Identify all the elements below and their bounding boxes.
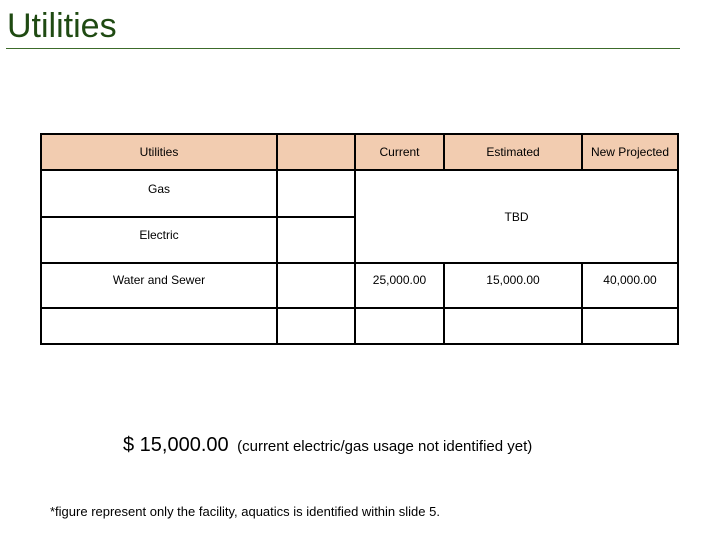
table-row <box>41 170 678 217</box>
summary-amount: $ 15,000.00 <box>123 434 229 456</box>
table-header-row <box>41 134 678 170</box>
summary-note: (current electric/gas usage not identified yet) <box>237 438 533 455</box>
table-cell <box>277 263 355 308</box>
table-cell <box>277 217 355 263</box>
table-cell <box>355 308 444 344</box>
water-estimated-value: 15,000.00 <box>444 263 582 308</box>
water-new-projected-value: 40,000.00 <box>582 263 678 308</box>
row-label-water-sewer: Water and Sewer <box>41 263 277 308</box>
summary-line <box>123 434 532 457</box>
header-new-projected: New Projected <box>582 134 678 170</box>
table-row <box>41 308 678 344</box>
header-current: Current <box>355 134 444 170</box>
table-cell <box>444 308 582 344</box>
header-estimated: Estimated <box>444 134 582 170</box>
slide-title: Utilities <box>7 7 117 45</box>
row-label-gas: Gas <box>41 170 277 217</box>
header-utilities: Utilities <box>41 134 277 170</box>
footnote: *figure represent only the facility, aquatics is identified within slide 5. <box>50 504 440 519</box>
table-cell <box>277 308 355 344</box>
table-cell <box>277 170 355 217</box>
table-cell <box>41 308 277 344</box>
header-blank <box>277 134 355 170</box>
tbd-cell: TBD <box>355 170 678 263</box>
row-label-electric: Electric <box>41 217 277 263</box>
table-row <box>41 263 678 308</box>
utilities-table <box>40 133 679 345</box>
title-divider <box>6 48 680 49</box>
water-current-value: 25,000.00 <box>355 263 444 308</box>
table-cell <box>582 308 678 344</box>
